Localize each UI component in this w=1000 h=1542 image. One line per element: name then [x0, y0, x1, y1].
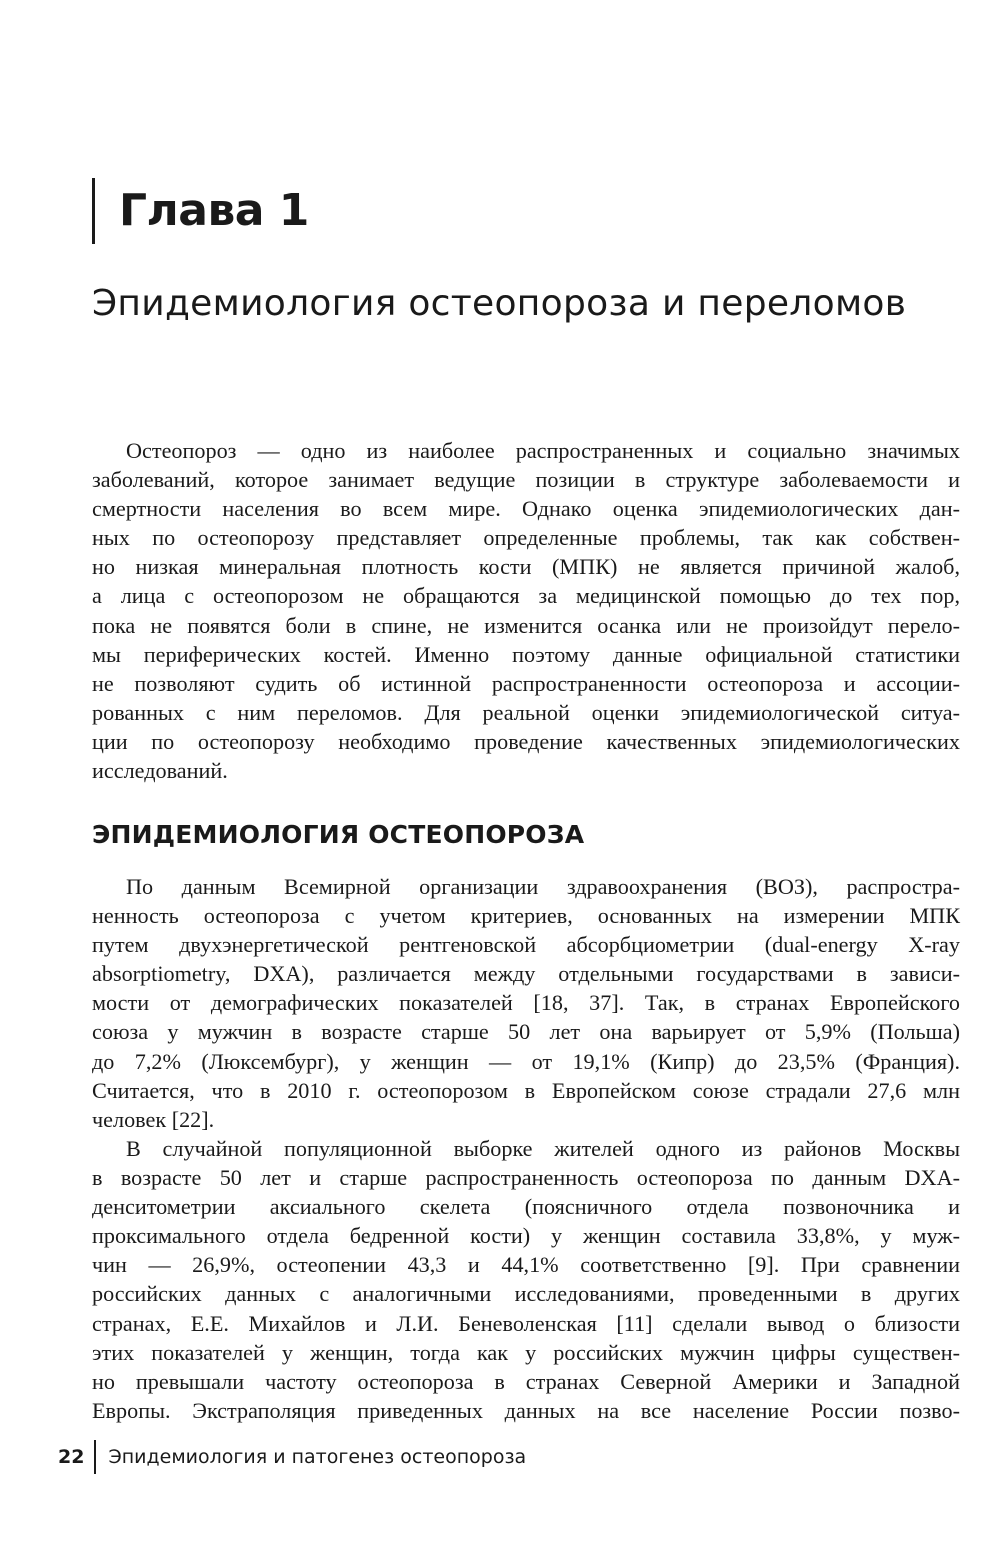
text-line: но низкая минеральная плотность кости (МПК) не является причиной жалоб,	[92, 554, 960, 580]
text-line: ных по остеопорозу представляет определенные проблемы, так как собствен-	[92, 525, 960, 551]
text-line: союза у мужчин в возрасте старше 50 лет она варьирует от 5,9% (Польша)	[92, 1019, 960, 1045]
footer-divider	[94, 1440, 96, 1474]
text-line: Европы. Экстраполяция приведенных данных на все население России позво-	[92, 1397, 960, 1423]
chapter-divider	[92, 178, 95, 244]
text-line: но превышали частоту остеопороза в странах Северной Америки и Западной	[92, 1368, 960, 1394]
text-line: в возрасте 50 лет и старше распространенность остеопороза по данным DXA-	[92, 1165, 960, 1191]
text-line: странах, Е.Е. Михайлов и Л.И. Беневоленская [11] сделали вывод о близости	[92, 1310, 960, 1336]
text-line: а лица с остеопорозом не обращаются за медицинской помощью до тех пор,	[92, 583, 960, 609]
text-line: заболеваний, которое занимает ведущие позиции в структуре заболеваемости и	[92, 467, 960, 493]
text-line: Остеопороз — одно из наиболее распространенных и социально значимых	[126, 438, 960, 463]
page-number: 22	[58, 1446, 85, 1468]
page-footer	[58, 1440, 526, 1474]
text-line: рованных с ним переломов. Для реальной оценки эпидемиологической ситуа-	[92, 699, 960, 725]
section-heading: ЭПИДЕМИОЛОГИЯ ОСТЕОПОРОЗА	[92, 820, 585, 849]
section-paragraph-1	[92, 872, 960, 1134]
text-line: денситометрии аксиального скелета (поясничного отдела позвоночника и	[92, 1194, 960, 1220]
text-line: исследований.	[92, 758, 228, 784]
section-paragraph-2	[92, 1134, 960, 1425]
text-line: absorptiometry, DXA), различается между отдельными государствами в зависи-	[92, 961, 960, 987]
text-line: этих показателей у женщин, тогда как у российских мужчин цифры существен-	[92, 1339, 960, 1365]
text-line: ненность остеопороза с учетом критериев, основанных на измерении МПК	[92, 903, 960, 929]
chapter-label: Глава 1	[119, 185, 309, 236]
text-line: проксимального отдела бедренной кости) у женщин составила 33,8%, у муж-	[92, 1223, 960, 1249]
running-title: Эпидемиология и патогенез остеопороза	[108, 1446, 527, 1468]
text-line: не позволяют судить об истинной распространенности остеопороза и ассоции-	[92, 670, 960, 696]
text-line: путем двухэнергетической рентгеновской абсорбциометрии (dual-energy X-ray	[92, 932, 960, 958]
text-line: мости от демографических показателей [18, 37]. Так, в странах Европейского	[92, 990, 960, 1016]
text-line: российских данных с аналогичными исследованиями, проведенными в других	[92, 1281, 960, 1307]
text-line: ции по остеопорозу необходимо проведение качественных эпидемиологических	[92, 728, 960, 754]
text-line: пока не появятся боли в спине, не изменится осанка или не произойдут перело-	[92, 612, 960, 638]
text-line: В случайной популяционной выборке жителей одного из районов Москвы	[126, 1136, 960, 1161]
text-line: смертности населения во всем мире. Однако оценка эпидемиологических дан-	[92, 496, 960, 522]
text-line: человек [22].	[92, 1106, 215, 1132]
chapter-header	[92, 178, 309, 244]
text-line: Считается, что в 2010 г. остеопорозом в Европейском союзе страдали 27,6 млн	[92, 1077, 960, 1103]
chapter-title: Эпидемиология остеопороза и переломов	[92, 283, 907, 324]
text-line: мы периферических костей. Именно поэтому данные официальной статистики	[92, 641, 960, 667]
intro-paragraph	[92, 436, 960, 785]
text-line: до 7,2% (Люксембург), у женщин — от 19,1% (Кипр) до 23,5% (Франция).	[92, 1048, 960, 1074]
text-line: чин — 26,9%, остеопении 43,3 и 44,1% соответственно [9]. При сравнении	[92, 1252, 960, 1278]
text-line: По данным Всемирной организации здравоохранения (ВОЗ), распростра-	[126, 874, 960, 899]
